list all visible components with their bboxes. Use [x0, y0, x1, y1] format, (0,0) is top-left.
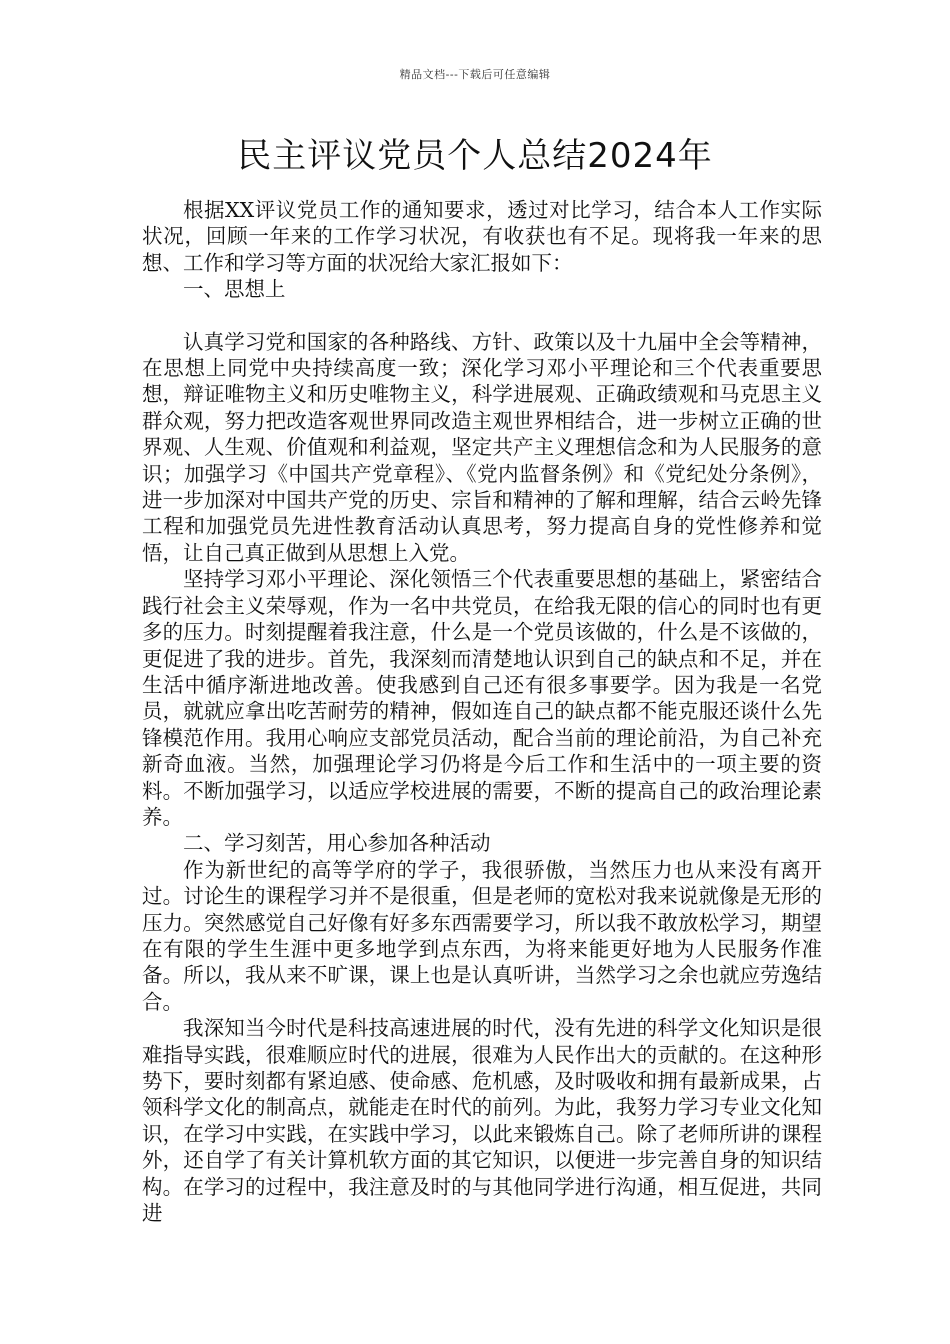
section-2-heading: 二、学习刻苦，用心参加各种活动	[183, 831, 491, 856]
section-2-paragraph-2: 我深知当今时代是科技高速进展的时代，没有先进的科学文化知识是很难指导实践，很难顺应时代的进展，很难为人民作出大的贡献的。在这种形势下，要时刻都有紧迫感、使命感、危机感，及时吸收和拥有最新成果，占领科学文化的制高点，就能走在时代的前列。为此，我努力学习专业文化知识，在学习中实践，在实践中学习，以此来锻炼自己。除了老师所讲的课程外，还自学了有关计算机软方面的其它知识，以便进一步完善自身的知识结构。在学习的过程中，我注意及时的与其他同学进行沟通，相互促进，共同进	[142, 1016, 822, 1226]
intro-paragraph: 根据XX评议党员工作的通知要求，透过对比学习，结合本人工作实际状况，回顾一年来的工作学习状况，有收获也有不足。现将我一年来的思想、工作和学习等方面的状况给大家汇报如下：	[142, 198, 822, 275]
document-title: 民主评议党员个人总结2024年	[237, 136, 713, 176]
section-1-paragraph-1: 认真学习党和国家的各种路线、方针、政策以及十九届中全会等精神，在思想上同党中央持续高度一致；深化学习邓小平理论和三个代表重要思想，辩证唯物主义和历史唯物主义，科学进展观、正确政绩观和马克思主义群众观，努力把改造客观世界同改造主观世界相结合，进一步树立正确的世界观、人生观、价值观和利益观，坚定共产主义理想信念和为人民服务的意识；加强学习《中国共产党章程》、《党内监督条例》和《党纪处分条例》，进一步加深对中国共产党的历史、宗旨和精神的了解和理解，结合云岭先锋工程和加强党员先进性教育活动认真思考，努力提高自身的党性修养和觉悟，让自己真正做到从思想上入党。	[142, 329, 822, 565]
section-1-paragraph-2: 坚持学习邓小平理论、深化领悟三个代表重要思想的基础上，紧密结合践行社会主义荣辱观，作为一名中共党员，在给我无限的信心的同时也有更多的压力。时刻提醒着我注意，什么是一个党员该做的，什么是不该做的，更促进了我的进步。首先，我深刻而清楚地认识到自己的缺点和不足，并在生活中循序渐进地改善。使我感到自己还有很多事要学。因为我是一名党员，就就应拿出吃苦耐劳的精神，假如连自己的缺点都不能克服还谈什么先锋模范作用。我用心响应支部党员活动，配合当前的理论前沿，为自己补充新奇血液。当然，加强理论学习仍将是今后工作和生活中的一项主要的资料。不断加强学习，以适应学校进展的需要，不断的提高自己的政治理论素养。	[142, 567, 822, 829]
document-body	[142, 197, 822, 1226]
header-note: 精品文档---下载后可任意编辑	[399, 68, 551, 81]
blank-line	[142, 303, 822, 329]
section-1-heading: 一、思想上	[183, 277, 286, 302]
section-2-paragraph-1: 作为新世纪的高等学府的学子，我很骄傲，当然压力也从来没有离开过。讨论生的课程学习并不是很重，但是老师的宽松对我来说就像是无形的压力。突然感觉自己好像有好多东西需要学习，所以我不敢放松学习，期望在有限的学生生涯中更多地学到点东西，为将来能更好地为人民服务作准备。所以，我从来不旷课，课上也是认真听讲，当然学习之余也就应劳逸结合。	[142, 857, 822, 1014]
